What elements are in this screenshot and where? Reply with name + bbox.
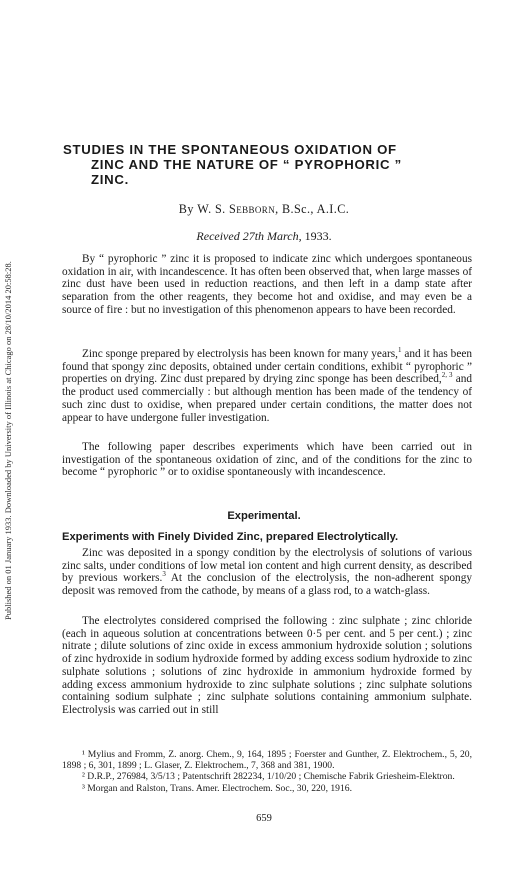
footnote-2: ² D.R.P., 276984, 3/5/13 ; Patentschrift 282234, 1/10/20 ; Chemische Fabrik Griesheim-Elektron. — [82, 771, 455, 783]
footnote-ref-3: 3 — [162, 570, 166, 579]
experimental-paragraph-2 — [62, 615, 472, 717]
intro-paragraph-1 — [62, 253, 472, 317]
received-year: 1933. — [304, 229, 332, 243]
title-line-3: ZINC. — [91, 172, 129, 187]
article-title — [63, 142, 483, 187]
section-heading: Experimental. — [227, 510, 301, 522]
paragraph-text: The following paper describes experiments which have been carried out in investigation of the spontaneous oxidation of zinc, and of the conditions for the zinc to become “ pyrophoric ” or to oxidise spontaneously with incandescence. — [62, 441, 472, 479]
paragraph-segment: and it has been found that spongy zinc deposits, obtained under certain conditions, exhibit “ pyrophoric ” properties on drying. Zinc dust prepared by drying zinc sponge has been described, — [62, 348, 472, 386]
paragraph-segment: Zinc was deposited in a spongy condition by the electrolysis of solutions of various zinc salts, under conditions of low metal ion content and high current density, as described by previous workers. — [62, 547, 472, 585]
paragraph-text: By “ pyrophoric ” zinc it is proposed to indicate zinc which undergoes spontaneous oxidation in air, with incandescence. It has often been observed that, when large masses of zinc dust have been used in reduction reactions, and then left in a damp state after separation from the other reagents, they become hot and oxidise, and may even be a source of fire : but no investigation of this phenomenon appears to have been recorded. — [62, 253, 472, 316]
intro-paragraph-3 — [62, 441, 472, 479]
paragraph-segment: and the product used commercially : but although mention has been made of the tendency of such zinc dust to oxidise, when prepared under certain conditions, the matter does not appear to have undergone fuller investigation. — [62, 373, 473, 424]
author-name: W. S. Sebborn, — [197, 202, 279, 216]
download-stamp: Published on 01 January 1933. Downloaded by University of Illinois at Chicago on 28/10/2014 20:58:28. — [3, 261, 13, 620]
paragraph-text — [62, 348, 472, 424]
byline-by: By — [178, 202, 194, 216]
author-degrees: B.Sc., A.I.C. — [282, 202, 350, 216]
paragraph-segment: Zinc sponge prepared by electrolysis has been known for many years, — [82, 348, 398, 360]
received-date — [0, 229, 528, 244]
experimental-paragraph-1 — [62, 547, 472, 598]
footnote-3: ³ Morgan and Ralston, Trans. Amer. Electrochem. Soc., 30, 220, 1916. — [82, 782, 352, 794]
paragraph-segment: At the conclusion of the electrolysis, the non-adherent spongy deposit was removed from the cathode, by means of a glass rod, to a watch-glass. — [62, 572, 472, 598]
footnotes — [62, 749, 472, 794]
intro-paragraph-2 — [62, 348, 472, 424]
subsection-heading: Experiments with Finely Divided Zinc, prepared Electrolytically. — [62, 531, 399, 543]
author-byline — [0, 202, 528, 217]
paragraph-text: The electrolytes considered comprised the following : zinc sulphate ; zinc chloride (each in aqueous solution at concentrations between 0·5 per cent. and 5 per cent.) ; zinc nitrate ; dilute solutions of zinc oxide in excess ammonium hydroxide solution ; solutions of zinc hydroxide in sodium hydroxide formed by adding excess sodium hydroxide to zinc sulphate solutions ; solutions of zinc hydroxide in ammonium hydroxide formed by adding excess ammonium hydroxide to zinc sulphate solutions ; zinc sulphate solutions containing sodium sulphate ; zinc sulphate solutions containing ammonium sulphate. Electrolysis was carried out in still — [62, 615, 472, 716]
footnote-ref-1: 1 — [397, 346, 402, 355]
received-label: Received 27th March, — [196, 229, 302, 243]
title-line-1: STUDIES IN THE SPONTANEOUS OXIDATION OF — [63, 142, 397, 157]
footnote-1: ¹ Mylius and Fromm, Z. anorg. Chem., 9, 164, 1895 ; Foerster and Gunther, Z. Elektrochem., 5, 20, 1898 ; 6, 301, 1899 ; L. Glaser, Z. Elektrochem., 7, 368 and 381, 1900. — [62, 749, 472, 772]
footnote-ref-2-3: 2, 3 — [441, 371, 453, 380]
page-number: 659 — [256, 813, 272, 824]
paragraph-text — [62, 547, 472, 598]
title-line-2: ZINC AND THE NATURE OF “ PYROPHORIC ” — [91, 157, 402, 172]
